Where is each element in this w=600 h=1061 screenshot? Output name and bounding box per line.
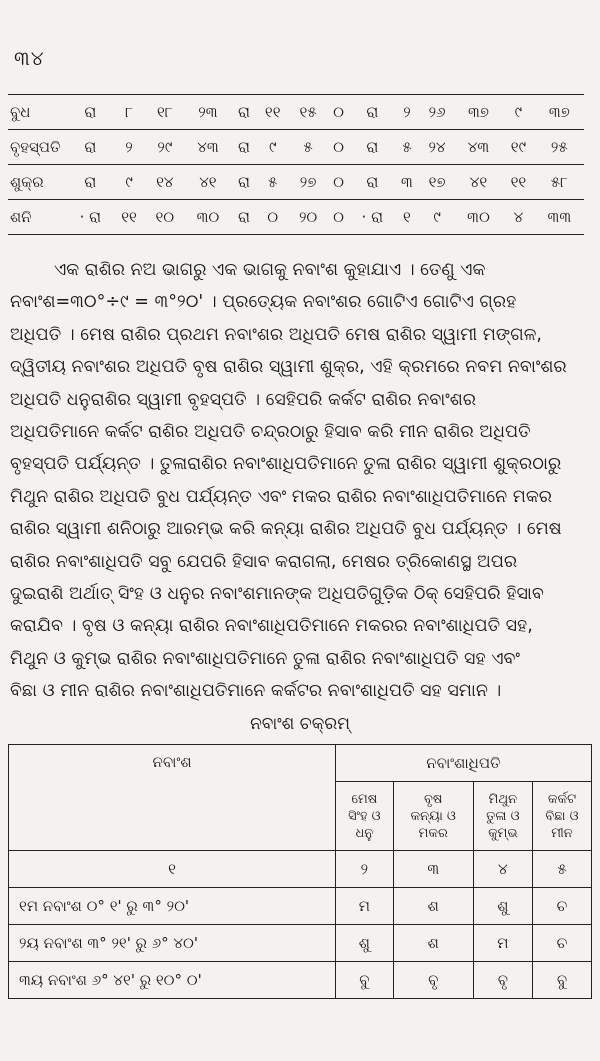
planet-value: ୩୦ <box>184 200 231 235</box>
planet-value: ୧୮ <box>145 95 184 130</box>
navamsha-row <box>9 962 592 999</box>
sign-label: କନ୍ୟା ଓ <box>410 808 456 824</box>
lord-group-header: ନବାଂଶାଧିପତି <box>336 745 592 782</box>
paragraph-line: ବୃହସ୍ପତି ପର୍ଯ୍ୟନ୍ତ । ତୁଳାରାଶିର ନବାଂଶାଧିପତିମାନେ ତୁଳା ରାଶିର ସ୍ୱାମୀ ଶୁକ୍ରଠାରୁ <box>10 454 562 475</box>
lord-cell: ବୁ <box>336 962 394 999</box>
paragraph-line: ଅଧିପତିମାନେ କର୍କଟ ରାଶିର ଅଧିପତି ଚନ୍ଦ୍ରଠାରୁ ହିସାବ କରି ମୀନ ରାଶିର ଅଧିପତି <box>10 422 531 443</box>
lord-cell: ଚ <box>533 888 592 925</box>
planet-value: ୫ <box>395 130 420 165</box>
planet-value: ୯ <box>113 165 146 200</box>
sign-label: ମିଥୁନ <box>488 791 518 807</box>
lord-cell: ବୁ <box>533 962 592 999</box>
paragraph-line: ବିଛା ଓ ମୀନ ରାଶିର ନବାଂଶାଧିପତିମାନେ କର୍କଟର ନବାଂଶାଧିପତି ସହ ସମାନ । <box>10 681 502 702</box>
planet-value: ୪ <box>502 200 535 235</box>
lord-cell: ଶୁ <box>336 925 394 962</box>
planet-value: ୧୧ <box>256 95 289 130</box>
planet-value: ୧୧ <box>502 165 535 200</box>
planet-value: ୧୧ <box>113 200 146 235</box>
planet-value: ୨୭ <box>289 165 327 200</box>
body-paragraph <box>10 254 588 708</box>
chart-title: ନବାଂଶ ଚକ୍ରମ୍ <box>250 714 350 734</box>
lord-sign-header <box>473 782 532 851</box>
lord-cell: ମ <box>336 888 394 925</box>
paragraph-line: ରାଶିର ସ୍ୱାମୀ ଶନିଠାରୁ ଆରମ୍ଭ କରି କନ୍ୟା ରାଶିର ଅଧିପତି ବୁଧ ପର୍ଯ୍ୟନ୍ତ । ମେଷ <box>10 519 562 540</box>
paragraph-line: ରାଶିର ନବାଂଶାଧିପତି ସବୁ ଯେପରି ହିସାବ କରାଗଲା, ମେଷର ତ୍ରିକୋଣସ୍ଥ ଅପର <box>10 551 518 572</box>
planet-value: ୧୯ <box>502 130 535 165</box>
lord-cell: ଚ <box>533 925 592 962</box>
planet-value: ୩୦ <box>455 200 502 235</box>
column-number: ୨ <box>336 851 394 888</box>
planet-value: ୦ <box>327 95 350 130</box>
planet-value: ୧୪ <box>145 165 184 200</box>
lord-cell: ଶ <box>393 925 473 962</box>
planet-value: ୦ <box>327 165 350 200</box>
planet-value: ୨୯ <box>145 130 184 165</box>
sign-label: ସିଂହ ଓ <box>348 808 381 824</box>
column-number: ୪ <box>473 851 532 888</box>
planet-value: ରା <box>232 165 257 200</box>
planet-value: ୦ <box>256 200 289 235</box>
planet-value: ୧୭ <box>419 165 455 200</box>
planet-value: ୨ <box>395 95 420 130</box>
planet-value: ୨୩ <box>184 95 231 130</box>
page-number: ୩୪ <box>14 46 45 70</box>
planet-value: ରା <box>350 130 395 165</box>
sign-label: କୁମ୍ଭ <box>488 825 518 841</box>
paragraph-line: ମିଥୁନ ରାଶିର ଅଧିପତି ବୁଧ ପର୍ଯ୍ୟନ୍ତ ଏବଂ ମକର ରାଶିର ନବାଂଶାଧିପତିମାନେ ମକର <box>10 486 553 507</box>
planet-value: ୮ <box>113 95 146 130</box>
paragraph-line: ଅଧିପତି ଧନୁରାଶିର ସ୍ୱାମୀ ବୃହସ୍ପତି । ସେହିପରି କର୍କଟ ରାଶିର ନବାଂଶର <box>10 389 477 410</box>
planet-value: ରା <box>232 200 257 235</box>
navamsha-range: ୩ୟ ନବାଂଶ ୬° ୪୧' ରୁ ୧୦° ୦' <box>9 962 336 999</box>
lord-cell: ଶ <box>393 888 473 925</box>
sign-label: ବିଛା ଓ <box>545 808 579 824</box>
planet-value: ୧୫ <box>289 95 327 130</box>
planet-name: ବୁଧ <box>8 95 68 130</box>
planet-value: ୩୭ <box>535 95 584 130</box>
sign-label: ତୁଳା ଓ <box>486 808 520 824</box>
planet-name: ଶୁକ୍ର <box>8 165 68 200</box>
planet-value: ୪୩ <box>184 130 231 165</box>
column-number: ୩ <box>393 851 473 888</box>
sign-label: ମକର <box>418 825 448 841</box>
planet-value: ୪୧ <box>184 165 231 200</box>
navamsha-table <box>8 744 592 999</box>
planet-value: ୦ <box>327 200 350 235</box>
planet-value: ୫ <box>256 165 289 200</box>
planet-value: ୫ <box>289 130 327 165</box>
navamsha-row <box>9 925 592 962</box>
navamsha-col-header <box>9 745 336 851</box>
paragraph-line: କରାଯିବ । ବୃଷ ଓ କନ୍ୟା ରାଶିର ନବାଂଶାଧିପତିମାନେ ମକରର ନବାଂଶାଧିପତି ସହ, <box>10 616 533 637</box>
paragraph-line: ଦୁଇରାଶି ଅର୍ଥାତ୍ ସିଂହ ଓ ଧନୁର ନବାଂଶମାନଙ୍କ ଅଧିପତିଗୁଡ଼ିକ ଠିକ୍ ସେହିପରି ହିସାବ <box>10 584 544 605</box>
planet-value: ରା <box>350 165 395 200</box>
planet-row <box>8 130 584 165</box>
navamsha-range: ୨ୟ ନବାଂଶ ୩° ୨୧' ରୁ ୬° ୪୦' <box>9 925 336 962</box>
planet-value: ୨୦ <box>289 200 327 235</box>
planet-value: ୯ <box>419 200 455 235</box>
sign-label: ମେଷ <box>351 791 378 807</box>
planet-value: ୧ <box>395 200 420 235</box>
lord-sign-header <box>336 782 394 851</box>
column-number: ୧ <box>9 851 336 888</box>
planet-value: ୯ <box>502 95 535 130</box>
planet-value: ୫୮ <box>535 165 584 200</box>
lord-cell: ଶୁ <box>473 888 532 925</box>
lord-cell: ବୃ <box>393 962 473 999</box>
planet-name: ଶନି <box>8 200 68 235</box>
planet-value: ରା <box>232 95 257 130</box>
planet-name: ବୃହସ୍ପତି <box>8 130 68 165</box>
navamsha-range: ୧ମ ନବାଂଶ ୦° ୧' ରୁ ୩° ୨୦' <box>9 888 336 925</box>
lord-cell: ବୃ <box>473 962 532 999</box>
paragraph-line: ଦ୍ୱିତୀୟ ନବାଂଶର ଅଧିପତି ବୃଷ ରାଶିର ସ୍ୱାମୀ ଶୁକ୍ର, ଏହି କ୍ରମରେ ନବମ ନବାଂଶର <box>10 357 567 378</box>
planet-value: ରା <box>232 130 257 165</box>
planet-table <box>8 94 584 235</box>
navamsha-col-label: ନବାଂଶ <box>152 753 192 771</box>
planet-value: ୪୧ <box>455 165 502 200</box>
paragraph-line: ନବାଂଶ=୩୦°÷୯ = ୩°୨୦' । ପ୍ରତ୍ୟେକ ନବାଂଶର ଗୋଟିଏ ଗୋଟିଏ ଗ୍ରହ <box>10 292 517 313</box>
planet-value: ୧୦ <box>145 200 184 235</box>
planet-value: · ରା <box>350 200 395 235</box>
planet-value: ୩୭ <box>455 95 502 130</box>
column-number: ୫ <box>533 851 592 888</box>
planet-value: ରା <box>350 95 395 130</box>
sign-label: ଧନୁ <box>355 825 374 841</box>
planet-value: ରା <box>68 165 113 200</box>
planet-value: ୨୬ <box>419 95 455 130</box>
lord-cell: ମ <box>473 925 532 962</box>
planet-row <box>8 200 584 235</box>
lord-sign-header <box>393 782 473 851</box>
lord-sign-header <box>533 782 592 851</box>
paragraph-line: ଅଧିପତି । ମେଷ ରାଶିର ପ୍ରଥମ ନବାଂଶର ଅଧିପତି ମେଷ ରାଶିର ସ୍ୱାମୀ ମଙ୍ଗଳ, <box>10 324 542 345</box>
planet-value: ୩୩ <box>535 200 584 235</box>
planet-value: ୨୪ <box>419 130 455 165</box>
planet-value: ୪୩ <box>455 130 502 165</box>
planet-row <box>8 95 584 130</box>
planet-value: ରା <box>68 95 113 130</box>
sign-label: କର୍କଟ <box>547 791 577 807</box>
paragraph-line: ମିଥୁନ ଓ କୁମ୍ଭ ରାଶିର ନବାଂଶାଧିପତିମାନେ ତୁଳା ରାଶିର ନବାଂଶାଧିପତି ସହ ଏବଂ <box>10 648 520 669</box>
sign-label: ବୃଷ <box>423 791 443 807</box>
planet-value: ୦ <box>327 130 350 165</box>
planet-value: ୯ <box>256 130 289 165</box>
planet-value: ରା <box>68 130 113 165</box>
sign-label: ମୀନ <box>551 825 573 841</box>
planet-row <box>8 165 584 200</box>
paragraph-line: ଏକ ରାଶିର ନଅ ଭାଗରୁ ଏକ ଭାଗକୁ ନବାଂଶ କୁହାଯାଏ । ତେଣୁ ଏକ <box>54 260 486 280</box>
planet-value: ୨୫ <box>535 130 584 165</box>
planet-value: ୨ <box>113 130 146 165</box>
navamsha-row <box>9 888 592 925</box>
planet-value: ୩ <box>395 165 420 200</box>
planet-value: · ରା <box>68 200 113 235</box>
